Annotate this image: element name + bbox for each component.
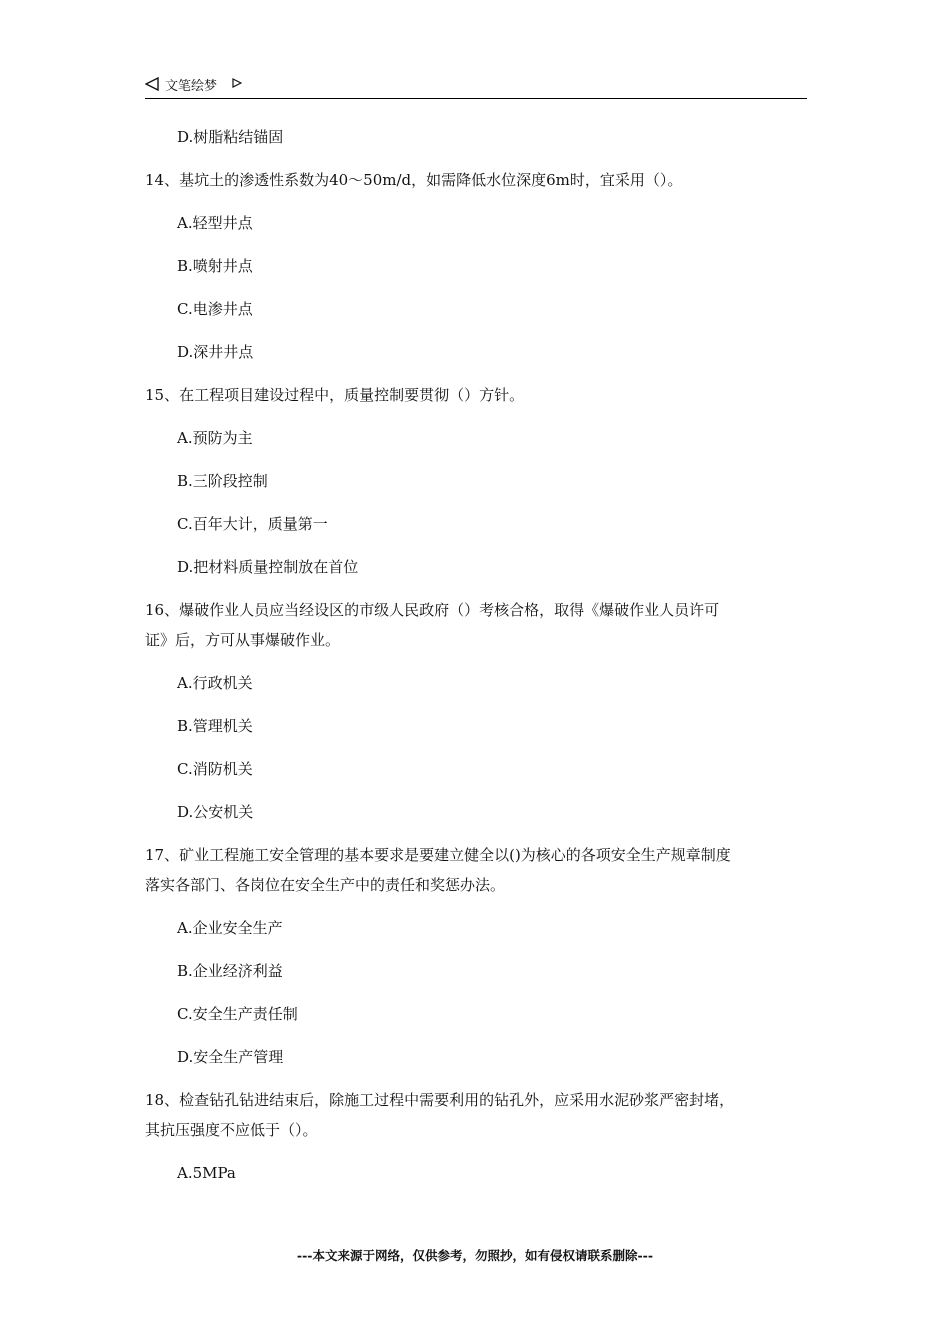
question-17-line-1: 17、矿业工程施工安全管理的基本要求是要建立健全以()为核心的各项安全生产规章制度 (145, 846, 731, 864)
question-16-line-1: 16、爆破作业人员应当经设区的市级人民政府（）考核合格，取得《爆破作业人员许可 (145, 601, 720, 619)
option-14-a: A.轻型井点 (177, 214, 253, 232)
option-17-d: D.安全生产管理 (177, 1048, 284, 1066)
triangle-right-icon (232, 78, 242, 88)
option-16-a: A.行政机关 (177, 674, 253, 692)
option-16-c: C.消防机关 (177, 760, 253, 778)
question-16-line-2: 证》后，方可从事爆破作业。 (145, 631, 341, 649)
header-title: 文笔绘梦 (165, 79, 218, 94)
option-17-a: A.企业安全生产 (177, 919, 283, 937)
option-16-d: D.公安机关 (177, 803, 254, 821)
option-previous: D.树脂粘结锚固 (177, 128, 284, 146)
option-15-d: D.把材料质量控制放在首位 (177, 558, 359, 576)
page-header (145, 74, 807, 99)
option-15-c: C.百年大计，质量第一 (177, 515, 328, 533)
document-body (145, 122, 807, 1201)
option-14-c: C.电渗井点 (177, 300, 253, 318)
option-15-a: A.预防为主 (177, 429, 253, 447)
option-18-a: A.5MPa (177, 1164, 236, 1182)
question-17-line-2: 落实各部门、各岗位在安全生产中的责任和奖惩办法。 (145, 876, 506, 894)
question-18-line-1: 18、检查钻孔钻进结束后，除施工过程中需要利用的钻孔外，应采用水泥砂浆严密封堵， (145, 1091, 735, 1109)
page-footer: ---本文来源于网络，仅供参考，勿照抄，如有侵权请联系删除--- (296, 1248, 654, 1263)
question-15: 15、在工程项目建设过程中，质量控制要贯彻（）方针。 (145, 386, 525, 404)
option-16-b: B.管理机关 (177, 717, 253, 735)
question-16 (145, 595, 807, 655)
option-17-c: C.安全生产责任制 (177, 1005, 298, 1023)
option-15-b: B.三阶段控制 (177, 472, 268, 490)
question-18 (145, 1085, 807, 1145)
option-14-b: B.喷射井点 (177, 257, 253, 275)
question-14: 14、基坑土的渗透性系数为40～50m/d，如需降低水位深度6m时，宜采用（）。 (145, 171, 683, 189)
triangle-left-icon (145, 77, 159, 91)
question-18-line-2: 其抗压强度不应低于（）。 (145, 1121, 318, 1139)
question-17 (145, 840, 807, 900)
option-17-b: B.企业经济利益 (177, 962, 283, 980)
option-14-d: D.深井井点 (177, 343, 254, 361)
